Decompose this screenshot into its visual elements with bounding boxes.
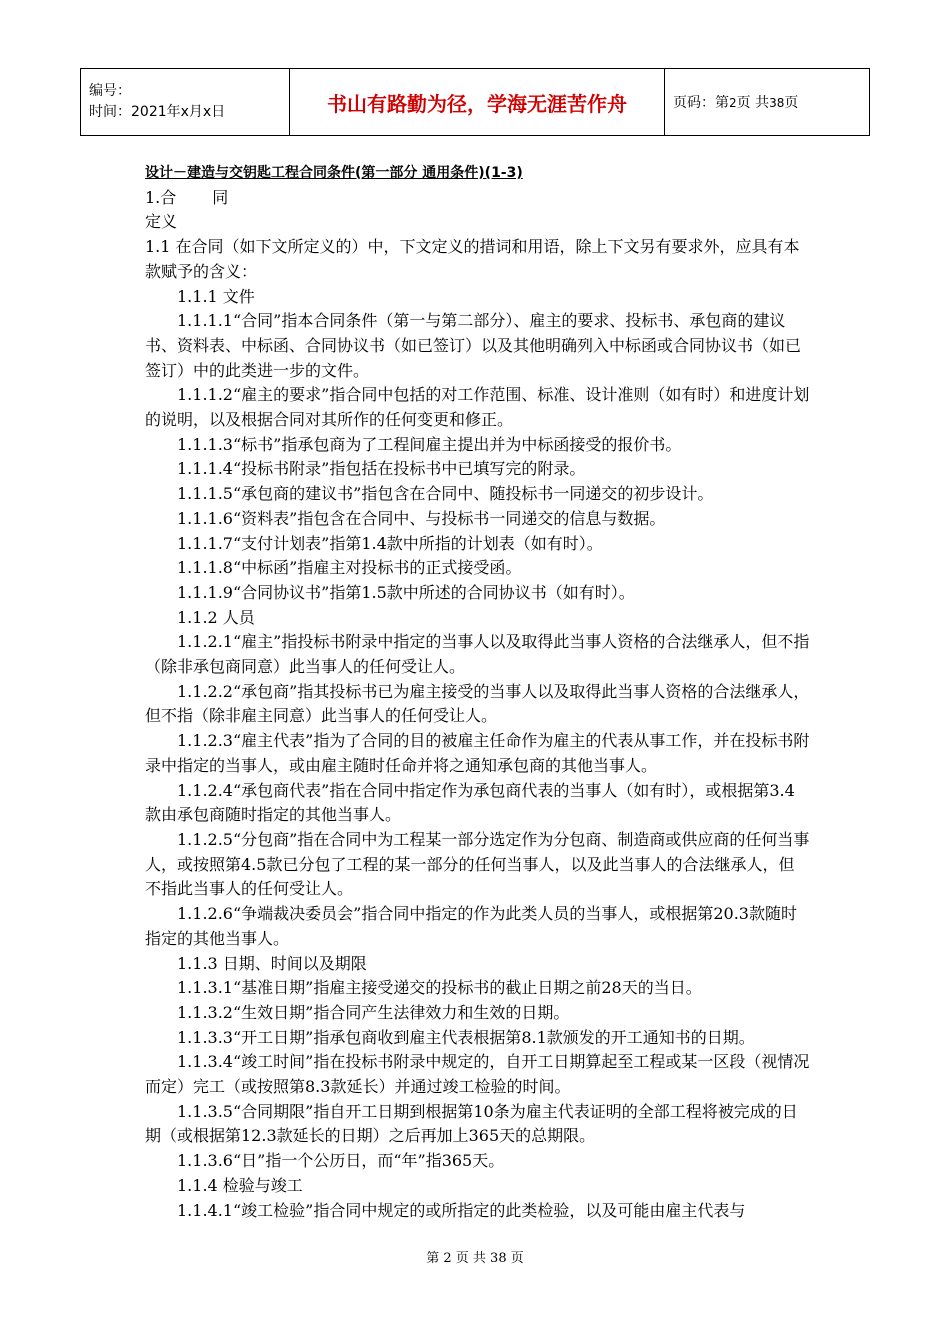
header-table xyxy=(80,68,870,136)
page-prefix: 页码：第 xyxy=(673,95,729,111)
header-motto: 书山有路勤为径，学海无涯苦作舟 xyxy=(290,69,665,136)
serial-label: 编号： xyxy=(89,83,131,99)
page-total: 38 xyxy=(769,96,785,110)
paragraph: 1.1.2.2“承包商”指其投标书已为雇主接受的当事人以及取得此当事人资格的合法继承人，但不指（除非雇主同意）此当事人的任何受让人。 xyxy=(145,681,810,726)
paragraph: 1.1.1.7“支付计划表”指第1.4款中所指的计划表（如有时）。 xyxy=(177,533,603,553)
paragraph: 1.1.2.4“承包商代表”指在合同中指定作为承包商代表的当事人（如有时），或根据第3.4款由承包商随时指定的其他当事人。 xyxy=(145,780,795,825)
paragraph: 1.1.1.2“雇主的要求”指合同中包括的对工作范围、标准、设计准则（如有时）和进度计划的说明，以及根据合同对其所作的任何变更和修正。 xyxy=(145,385,810,430)
page-mid: 页 共 xyxy=(736,95,770,111)
paragraph: 1.1.1 文件 xyxy=(177,286,255,306)
paragraph-list xyxy=(145,235,810,1223)
paragraph: 1.1.2.5“分包商”指在合同中为工程某一部分选定作为分包商、制造商或供应商的任何当事人，或按照第4.5款已分包了工程的某一部分的任何当事人，以及此当事人的合法继承人，但不指此当事人的任何受让人。 xyxy=(145,829,810,899)
page-number: 2 xyxy=(729,96,737,110)
header-left-cell xyxy=(81,69,290,136)
document-body xyxy=(145,161,810,1223)
document-title: 设计－建造与交钥匙工程合同条件(第一部分 通用条件)(1-3) xyxy=(145,165,523,181)
section-heading xyxy=(145,186,810,211)
paragraph: 1.1.1.3“标书”指承包商为了工程间雇主提出并为中标函接受的报价书。 xyxy=(177,434,682,454)
paragraph: 1.1.3.1“基准日期”指雇主接受递交的投标书的截止日期之前28天的当日。 xyxy=(177,978,702,998)
paragraph: 1.1.1.6“资料表”指包含在合同中、与投标书一同递交的信息与数据。 xyxy=(177,508,666,528)
paragraph: 1.1.3.2“生效日期”指合同产生法律效力和生效的日期。 xyxy=(177,1002,570,1022)
section-word: 同 xyxy=(212,187,229,207)
paragraph: 1.1.3.6“日”指一个公历日，而“年”指365天。 xyxy=(177,1151,505,1171)
paragraph: 1.1.1.5“承包商的建议书”指包含在合同中、随投标书一同递交的初步设计。 xyxy=(177,484,714,504)
page-suffix: 页 xyxy=(784,95,799,111)
section-number: 1.合 xyxy=(145,187,177,207)
paragraph: 1.1.1.4“投标书附录”指包括在投标书中已填写完的附录。 xyxy=(177,459,586,479)
page-footer: 第 2 页 共 38 页 xyxy=(426,1251,524,1266)
paragraph: 1.1.1.9“合同协议书”指第1.5款中所述的合同协议书（如有时）。 xyxy=(177,582,635,602)
paragraph: 1.1.1.8“中标函”指雇主对投标书的正式接受函。 xyxy=(177,558,522,578)
paragraph: 1.1.2.6“争端裁决委员会”指合同中指定的作为此类人员的当事人，或根据第20.3款随时指定的其他当事人。 xyxy=(145,904,797,948)
paragraph: 1.1.3.4“竣工时间”指在投标书附录中规定的，自开工日期算起至工程或某一区段（视情况而定）完工（或按照第8.3款延长）并通过竣工检验的时间。 xyxy=(145,1052,810,1097)
paragraph: 1.1.4.1“竣工检验”指合同中规定的或所指定的此类检验，以及可能由雇主代表与 xyxy=(177,1200,746,1220)
paragraph: 1.1.4 检验与竣工 xyxy=(177,1175,303,1195)
definition-label: 定义 xyxy=(145,212,178,232)
paragraph: 1.1.1.1“合同”指本合同条件（第一与第二部分）、雇主的要求、投标书、承包商的建议书、资料表、中标函、合同协议书（如已签订）以及其他明确列入中标函或合同协议书（如已签订）中的此类进一步的文件。 xyxy=(145,311,802,380)
paragraph: 1.1 在合同（如下文所定义的）中，下文定义的措词和用语，除上下文另有要求外，应具有本款赋予的含义： xyxy=(145,237,800,281)
paragraph: 1.1.2.1“雇主”指投标书附录中指定的当事人以及取得此当事人资格的合法继承人，但不指（除非承包商同意）此当事人的任何受让人。 xyxy=(145,632,810,677)
paragraph: 1.1.2 人员 xyxy=(177,607,255,627)
header-page-info xyxy=(665,69,870,136)
paragraph: 1.1.3 日期、时间以及期限 xyxy=(177,953,367,973)
paragraph: 1.1.2.3“雇主代表”指为了合同的目的被雇主任命作为雇主的代表从事工作，并在投标书附录中指定的当事人，或由雇主随时任命并将之通知承包商的其他当事人。 xyxy=(145,731,810,775)
date-label: 时间：2021年x月x日 xyxy=(89,104,226,120)
paragraph: 1.1.3.5“合同期限”指自开工日期到根据第10条为雇主代表证明的全部工程将被完成的日期（或根据第12.3款延长的日期）之后再加上365天的总期限。 xyxy=(145,1101,798,1146)
paragraph: 1.1.3.3“开工日期”指承包商收到雇主代表根据第8.1款颁发的开工通知书的日期。 xyxy=(177,1027,755,1047)
